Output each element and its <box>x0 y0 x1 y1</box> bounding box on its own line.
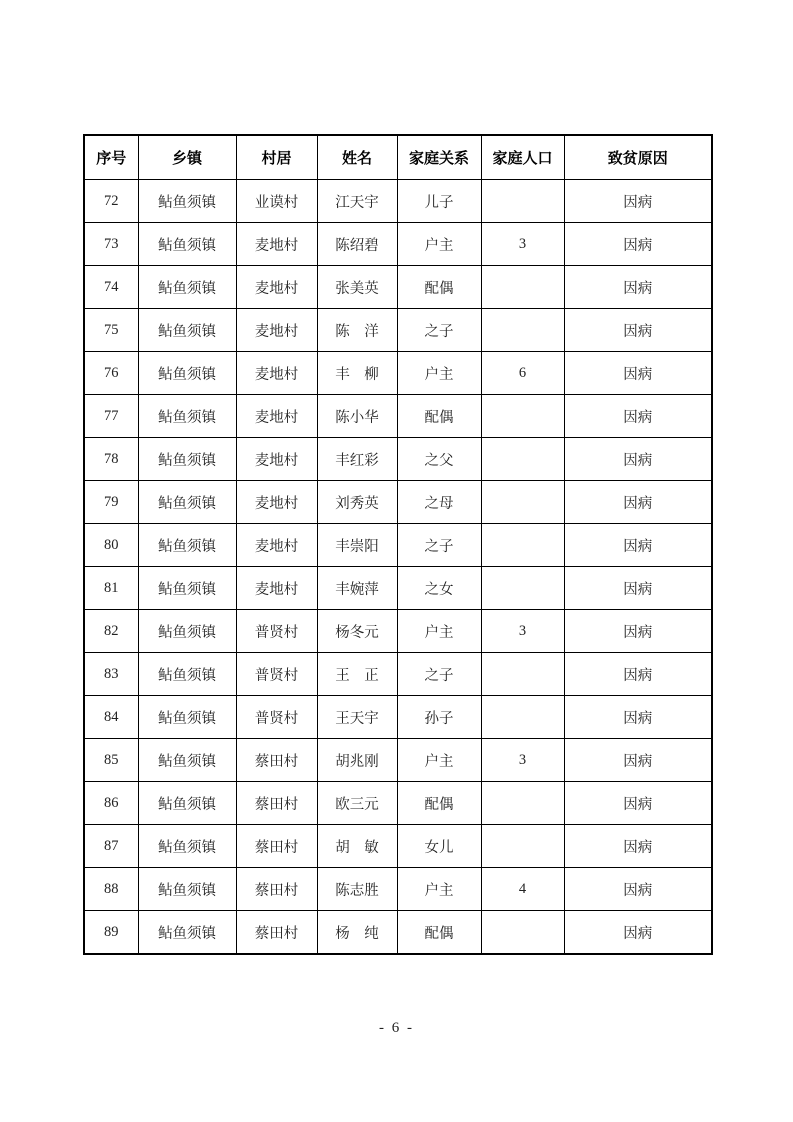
cell-index: 84 <box>84 696 138 739</box>
table-header <box>84 135 712 180</box>
cell-poverty_cause: 因病 <box>564 266 712 309</box>
cell-township: 鲇鱼须镇 <box>138 481 236 524</box>
column-header-village: 村居 <box>236 135 317 180</box>
column-header-index: 序号 <box>84 135 138 180</box>
cell-poverty_cause: 因病 <box>564 653 712 696</box>
cell-household_size: 3 <box>481 223 564 266</box>
cell-poverty_cause: 因病 <box>564 223 712 266</box>
cell-relation: 户主 <box>397 868 481 911</box>
cell-township: 鲇鱼须镇 <box>138 868 236 911</box>
table-row <box>84 782 712 825</box>
cell-index: 77 <box>84 395 138 438</box>
cell-household_size <box>481 653 564 696</box>
cell-index: 85 <box>84 739 138 782</box>
cell-household_size <box>481 180 564 223</box>
page-number: - 6 - <box>379 1020 414 1036</box>
cell-index: 87 <box>84 825 138 868</box>
cell-name: 欧三元 <box>317 782 397 825</box>
cell-village: 麦地村 <box>236 395 317 438</box>
table-row <box>84 438 712 481</box>
cell-relation: 之子 <box>397 309 481 352</box>
cell-name: 丰 柳 <box>317 352 397 395</box>
cell-township: 鲇鱼须镇 <box>138 696 236 739</box>
table-row <box>84 739 712 782</box>
cell-relation: 之母 <box>397 481 481 524</box>
cell-relation: 配偶 <box>397 266 481 309</box>
column-header-township: 乡镇 <box>138 135 236 180</box>
cell-name: 丰婉萍 <box>317 567 397 610</box>
cell-poverty_cause: 因病 <box>564 911 712 955</box>
cell-name: 胡 敏 <box>317 825 397 868</box>
cell-household_size: 6 <box>481 352 564 395</box>
table-row <box>84 180 712 223</box>
table-row <box>84 696 712 739</box>
cell-township: 鲇鱼须镇 <box>138 180 236 223</box>
cell-village: 蔡田村 <box>236 825 317 868</box>
cell-relation: 之子 <box>397 653 481 696</box>
cell-township: 鲇鱼须镇 <box>138 610 236 653</box>
cell-name: 张美英 <box>317 266 397 309</box>
cell-household_size <box>481 911 564 955</box>
cell-relation: 配偶 <box>397 395 481 438</box>
cell-index: 78 <box>84 438 138 481</box>
cell-name: 刘秀英 <box>317 481 397 524</box>
table-row <box>84 266 712 309</box>
cell-index: 81 <box>84 567 138 610</box>
cell-household_size <box>481 266 564 309</box>
cell-index: 82 <box>84 610 138 653</box>
cell-village: 普贤村 <box>236 653 317 696</box>
cell-name: 陈 洋 <box>317 309 397 352</box>
cell-township: 鲇鱼须镇 <box>138 395 236 438</box>
cell-index: 83 <box>84 653 138 696</box>
table-row <box>84 653 712 696</box>
cell-village: 蔡田村 <box>236 868 317 911</box>
cell-village: 麦地村 <box>236 524 317 567</box>
cell-poverty_cause: 因病 <box>564 610 712 653</box>
cell-household_size <box>481 567 564 610</box>
cell-name: 陈志胜 <box>317 868 397 911</box>
cell-poverty_cause: 因病 <box>564 180 712 223</box>
cell-household_size: 3 <box>481 610 564 653</box>
cell-village: 蔡田村 <box>236 911 317 955</box>
table-row <box>84 395 712 438</box>
cell-poverty_cause: 因病 <box>564 309 712 352</box>
cell-name: 丰红彩 <box>317 438 397 481</box>
cell-village: 蔡田村 <box>236 739 317 782</box>
cell-household_size <box>481 524 564 567</box>
cell-relation: 户主 <box>397 352 481 395</box>
table-row <box>84 567 712 610</box>
cell-household_size: 3 <box>481 739 564 782</box>
cell-village: 麦地村 <box>236 438 317 481</box>
cell-township: 鲇鱼须镇 <box>138 653 236 696</box>
cell-township: 鲇鱼须镇 <box>138 223 236 266</box>
cell-index: 76 <box>84 352 138 395</box>
cell-poverty_cause: 因病 <box>564 825 712 868</box>
cell-name: 胡兆刚 <box>317 739 397 782</box>
table-header-row <box>84 135 712 180</box>
cell-poverty_cause: 因病 <box>564 395 712 438</box>
cell-relation: 女儿 <box>397 825 481 868</box>
cell-village: 蔡田村 <box>236 782 317 825</box>
cell-poverty_cause: 因病 <box>564 782 712 825</box>
cell-poverty_cause: 因病 <box>564 696 712 739</box>
table-row <box>84 524 712 567</box>
cell-village: 麦地村 <box>236 266 317 309</box>
cell-relation: 配偶 <box>397 782 481 825</box>
cell-village: 麦地村 <box>236 481 317 524</box>
poverty-roster-table <box>83 134 713 955</box>
cell-relation: 户主 <box>397 610 481 653</box>
column-header-household_size: 家庭人口 <box>481 135 564 180</box>
column-header-relation: 家庭关系 <box>397 135 481 180</box>
cell-township: 鲇鱼须镇 <box>138 309 236 352</box>
cell-poverty_cause: 因病 <box>564 438 712 481</box>
table-row <box>84 223 712 266</box>
cell-poverty_cause: 因病 <box>564 524 712 567</box>
cell-relation: 之子 <box>397 524 481 567</box>
cell-township: 鲇鱼须镇 <box>138 524 236 567</box>
table-row <box>84 825 712 868</box>
cell-index: 80 <box>84 524 138 567</box>
cell-household_size: 4 <box>481 868 564 911</box>
cell-household_size <box>481 782 564 825</box>
table-row <box>84 610 712 653</box>
cell-household_size <box>481 481 564 524</box>
cell-index: 72 <box>84 180 138 223</box>
cell-name: 王 正 <box>317 653 397 696</box>
cell-township: 鲇鱼须镇 <box>138 352 236 395</box>
cell-relation: 孙子 <box>397 696 481 739</box>
cell-index: 79 <box>84 481 138 524</box>
cell-index: 75 <box>84 309 138 352</box>
cell-name: 江天宇 <box>317 180 397 223</box>
table-body <box>84 180 712 955</box>
cell-village: 麦地村 <box>236 567 317 610</box>
table-row <box>84 481 712 524</box>
cell-relation: 之女 <box>397 567 481 610</box>
cell-relation: 户主 <box>397 739 481 782</box>
cell-township: 鲇鱼须镇 <box>138 911 236 955</box>
table-row <box>84 911 712 955</box>
cell-township: 鲇鱼须镇 <box>138 266 236 309</box>
cell-poverty_cause: 因病 <box>564 352 712 395</box>
cell-village: 普贤村 <box>236 696 317 739</box>
cell-township: 鲇鱼须镇 <box>138 438 236 481</box>
cell-name: 丰崇阳 <box>317 524 397 567</box>
cell-village: 麦地村 <box>236 309 317 352</box>
cell-township: 鲇鱼须镇 <box>138 825 236 868</box>
cell-township: 鲇鱼须镇 <box>138 782 236 825</box>
cell-relation: 户主 <box>397 223 481 266</box>
cell-village: 麦地村 <box>236 352 317 395</box>
cell-index: 73 <box>84 223 138 266</box>
table-row <box>84 868 712 911</box>
cell-name: 王天宇 <box>317 696 397 739</box>
cell-relation: 儿子 <box>397 180 481 223</box>
cell-township: 鲇鱼须镇 <box>138 739 236 782</box>
cell-household_size <box>481 438 564 481</box>
cell-index: 86 <box>84 782 138 825</box>
table-row <box>84 352 712 395</box>
cell-village: 业谟村 <box>236 180 317 223</box>
cell-index: 89 <box>84 911 138 955</box>
table-row <box>84 309 712 352</box>
cell-poverty_cause: 因病 <box>564 481 712 524</box>
cell-household_size <box>481 395 564 438</box>
cell-village: 麦地村 <box>236 223 317 266</box>
cell-index: 88 <box>84 868 138 911</box>
cell-relation: 之父 <box>397 438 481 481</box>
cell-index: 74 <box>84 266 138 309</box>
cell-relation: 配偶 <box>397 911 481 955</box>
cell-name: 杨冬元 <box>317 610 397 653</box>
cell-household_size <box>481 825 564 868</box>
cell-poverty_cause: 因病 <box>564 868 712 911</box>
cell-name: 陈绍碧 <box>317 223 397 266</box>
cell-name: 陈小华 <box>317 395 397 438</box>
cell-household_size <box>481 309 564 352</box>
cell-poverty_cause: 因病 <box>564 567 712 610</box>
cell-poverty_cause: 因病 <box>564 739 712 782</box>
cell-name: 杨 纯 <box>317 911 397 955</box>
column-header-name: 姓名 <box>317 135 397 180</box>
column-header-poverty_cause: 致贫原因 <box>564 135 712 180</box>
cell-township: 鲇鱼须镇 <box>138 567 236 610</box>
cell-household_size <box>481 696 564 739</box>
cell-village: 普贤村 <box>236 610 317 653</box>
